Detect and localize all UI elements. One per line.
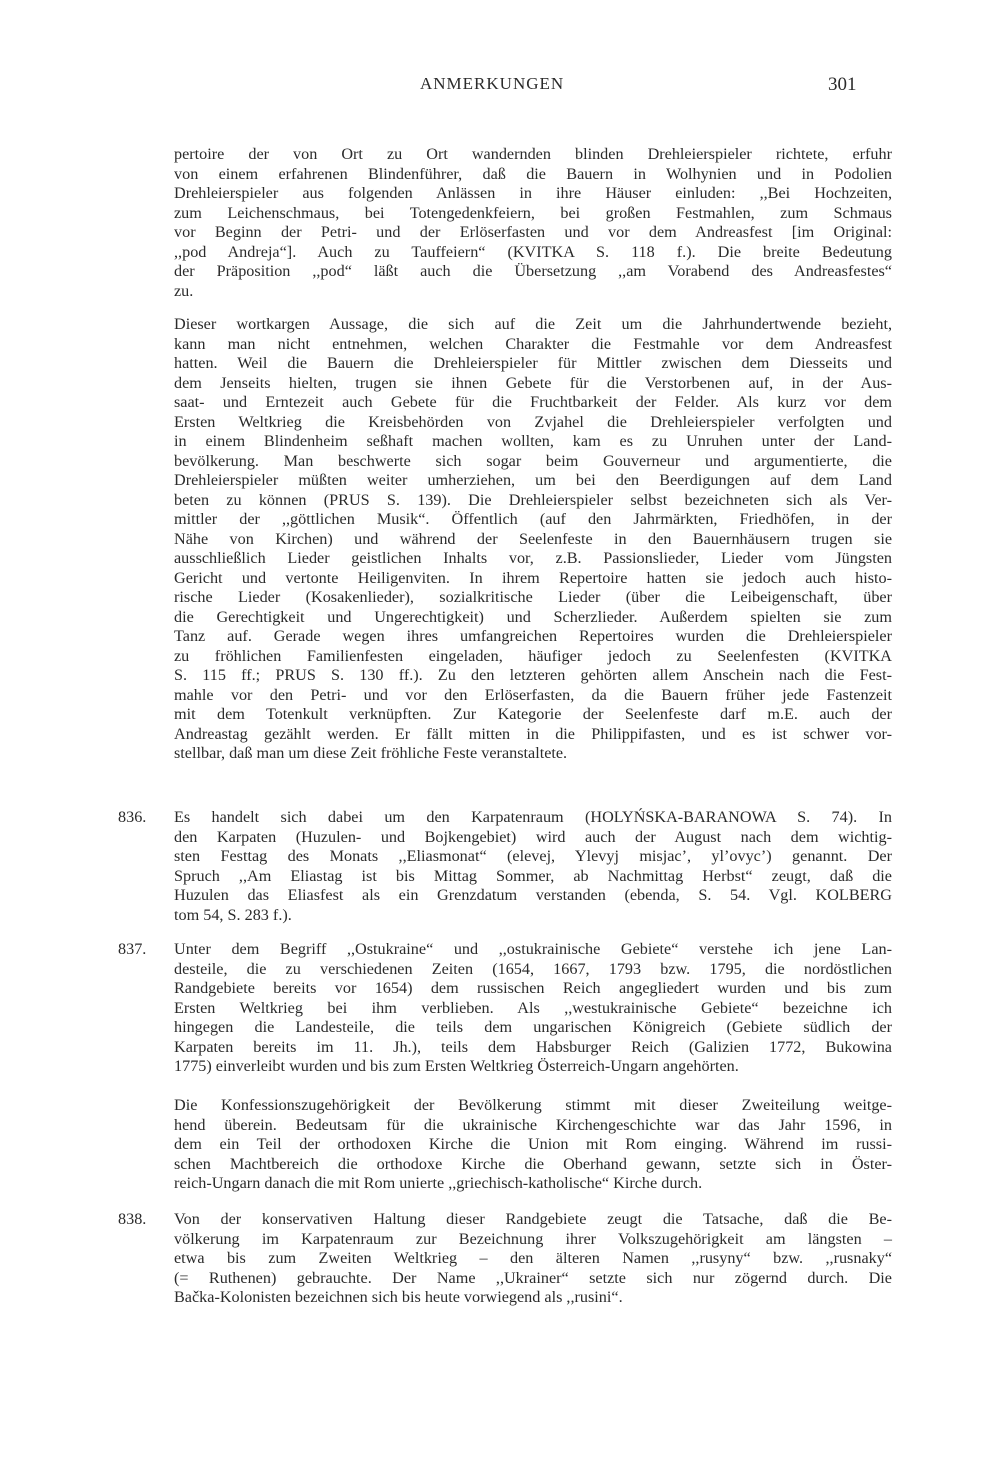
continued-note-paragraph-1 (174, 145, 892, 301)
text-line: völkerung im Karpatenraum zur Bezeichnung ihrer Volkszugehörigkeit am längsten – (174, 1229, 892, 1248)
text-line: Ersten Weltkrieg bei ihm verblieben. Als ,,westukrainische Gebiete“ bezeichne ich (174, 998, 892, 1017)
text-line: mahle vor den Petri- und vor den Erlöserfasten, da die Bauern früher jede Fastenzeit (174, 685, 892, 704)
text-line: Drehleierspieler aus folgenden Anlässen in ihre Häuser einluden: ,,Bei Hochzeiten, (174, 184, 892, 202)
note-836-paragraph (174, 808, 892, 925)
text-line: stellbar, daß man um diese Zeit fröhliche Feste veranstaltete. (174, 744, 568, 762)
text-line: saat- und Erntezeit auch Gebete für die Fruchtbarkeit der Felder. Als kurz vor dem (174, 393, 892, 411)
text-line: Es handelt sich dabei um den Karpatenraum (HOLYŃSKA-BARANOWA S. 74). In (174, 808, 892, 826)
continued-note-paragraph-2 (174, 315, 892, 764)
text-line: reich-Ungarn danach die mit Rom unierte ,,griechisch-katholische“ Kirche durch. (174, 1174, 703, 1192)
text-line: die Gerechtigkeit und Ungerechtigkeit) und Scherzlieder. Außerdem spielten sie zum (174, 607, 892, 626)
text-line: (= Ruthenen) gebrauchte. Der Name ,,Ukrainer“ setzte sich nur zögernd durch. Die (174, 1268, 892, 1287)
note-number: 837. (118, 940, 147, 958)
text-line: Unter dem Begriff ,,Ostukraine“ und ,,ostukrainische Gebiete“ verstehe ich jene Lan- (174, 940, 892, 958)
text-line: Ersten Weltkrieg die Kreisbehörden von Zvjahel die Drehleierspieler verfolgten und (174, 412, 892, 431)
text-line: pertoire der von Ort zu Ort wandernden blinden Drehleierspieler richtete, erfuhr (174, 145, 892, 163)
text-line: kann man nicht entnehmen, welchen Charakter die Festmahle vor dem Andreasfest (174, 334, 892, 353)
note-837-paragraph-1 (174, 940, 892, 1077)
text-line: in einem Blindenheim seßhaft machen wollten, kam es zu Unruhen unter der Land- (174, 432, 892, 450)
text-line: 1775) einverleibt wurden und bis zum Ersten Weltkrieg Österreich-Ungarn angehörten. (174, 1057, 739, 1075)
text-line: zu. (174, 281, 194, 300)
text-line: rische Lieder (Kosakenlieder), sozialkritische Lieder (über die Leibeigenschaft, über (174, 588, 892, 606)
text-line: von einem erfahrenen Blindenführer, daß die Bauern in Wolhynien und in Podolien (174, 164, 892, 183)
note-838-paragraph (174, 1210, 892, 1308)
text-line: den Karpaten (Huzulen- und Bojkengebiet) wird auch der August nach dem wichtig- (174, 827, 892, 846)
text-line: Karpaten bereits im 11. Jh.), teils dem Habsburger Reich (Galizien 1772, Bukowina (174, 1037, 892, 1056)
text-line: Huzulen das Eliasfest als ein Grenzdatum verstanden (ebenda, S. 54. Vgl. KOLBERG (174, 886, 892, 904)
note-number: 838. (118, 1210, 147, 1228)
text-line: sten Festtag des Monats ,,Eliasmonat“ (elevej, Ylevyj misjac’, yl’ovyc’) genannt. Der (174, 847, 892, 865)
text-line: zu fröhlichen Familienfesten eingeladen, häufiger jedoch zu Seelenfesten (KVITKA (174, 646, 892, 665)
text-line: Nähe von Kirchen) und während der Seelenfeste in den Bauernhäusern trugen sie (174, 529, 892, 548)
text-line: etwa bis zum Zweiten Weltkrieg – den älteren Namen ,,rusyny“ bzw. ,,rusnaky“ (174, 1249, 892, 1267)
text-line: dem Jenseits hielten, trugen sie ihnen Gebete für die Verstorbenen auf, in der Aus- (174, 373, 892, 392)
text-line: Andreastag gezählt werden. Er fällt mitten in die Philippifasten, und es ist schwer vor- (174, 724, 892, 743)
text-line: Spruch ,,Am Eliastag ist bis Mittag Sommer, ab Nachmittag Herbst“ zeugt, daß die (174, 866, 892, 885)
running-head: ANMERKUNGEN (420, 74, 565, 93)
text-line: Die Konfessionszugehörigkeit der Bevölkerung stimmt mit dieser Zweiteilung weitge- (174, 1096, 892, 1114)
page-number: 301 (828, 74, 857, 95)
note-number: 836. (118, 808, 147, 826)
text-line: S. 115 ff.; PRUS S. 130 ff.). Zu den letzteren gehörten allem Anschein nach die Fest- (174, 666, 892, 684)
text-line: zum Leichenschmaus, bei Totengedenkfeiern, bei großen Festmahlen, zum Schmaus (174, 203, 892, 222)
text-line: vor Beginn der Petri- und der Erlöserfasten und vor dem Andreasfest [im Original: (174, 223, 892, 241)
text-line: schen Machtbereich die orthodoxe Kirche die Oberhand gewann, setzte sich in Öster- (174, 1154, 892, 1173)
text-line: Drehleierspieler müßten weiter umherziehen, um bei den Beerdigungen auf dem Land (174, 471, 892, 489)
text-line: mittler der ,,göttlichen Musik“. Öffentlich (auf den Jahrmärkten, Friedhöfen, in der (174, 510, 892, 528)
text-line: Bačka-Kolonisten bezeichnen sich bis heute vorwiegend als ,,rusini“. (174, 1288, 623, 1306)
text-line: hend überein. Bedeutsam für die ukrainische Kirchengeschichte war das Jahr 1596, in (174, 1115, 892, 1134)
text-line: ,,pod Andreja“]. Auch zu Tauffeiern“ (KVITKA S. 118 f.). Die breite Bedeutung (174, 242, 892, 261)
text-line: Tanz auf. Gerade wegen ihres umfangreichen Repertoires wurden die Drehleierspieler (174, 627, 892, 645)
text-line: mit dem Totenkult verknüpften. Zur Kategorie der Seelenfeste darf m.E. auch der (174, 705, 892, 723)
text-line: Randgebiete bereits vor 1654) dem russischen Reich angegliedert wurden und bis zum (174, 979, 892, 997)
text-line: Von der konservativen Haltung dieser Randgebiete zeugt die Tatsache, daß die Be- (174, 1210, 892, 1228)
note-837-paragraph-2 (174, 1096, 892, 1194)
text-line: hatten. Weil die Bauern die Drehleierspieler für Mittler zwischen dem Diesseits und (174, 354, 892, 372)
text-line: dem ein Teil der orthodoxen Kirche die Union mit Rom einging. Während im russi- (174, 1135, 892, 1153)
text-line: desteile, die zu verschiedenen Zeiten (1654, 1667, 1793 bzw. 1795, die nordöstlichen (174, 959, 892, 978)
text-line: der Präposition ,,pod“ läßt auch die Übersetzung ,,am Vorabend des Andreasfestes“ (174, 262, 892, 280)
text-line: tom 54, S. 283 f.). (174, 905, 292, 924)
text-line: ausschließlich Lieder geistlichen Inhalts vor, z.B. Passionslieder, Lieder vom Jüngsten (174, 549, 892, 567)
text-line: beten zu können (PRUS S. 139). Die Drehleierspieler selbst bezeichneten sich als Ver- (174, 490, 892, 509)
text-line: Gericht und vertonte Heiligenviten. In ihrem Repertoire hatten sie jedoch auch histo- (174, 568, 892, 587)
text-line: Dieser wortkargen Aussage, die sich auf die Zeit um die Jahrhundertwende bezieht, (174, 315, 892, 333)
text-line: hingegen die Landesteile, die teils dem ungarischen Königreich (Gebiete südlich der (174, 1018, 892, 1036)
text-line: bevölkerung. Man beschwerte sich sogar beim Gouverneur und argumentierte, die (174, 451, 892, 470)
